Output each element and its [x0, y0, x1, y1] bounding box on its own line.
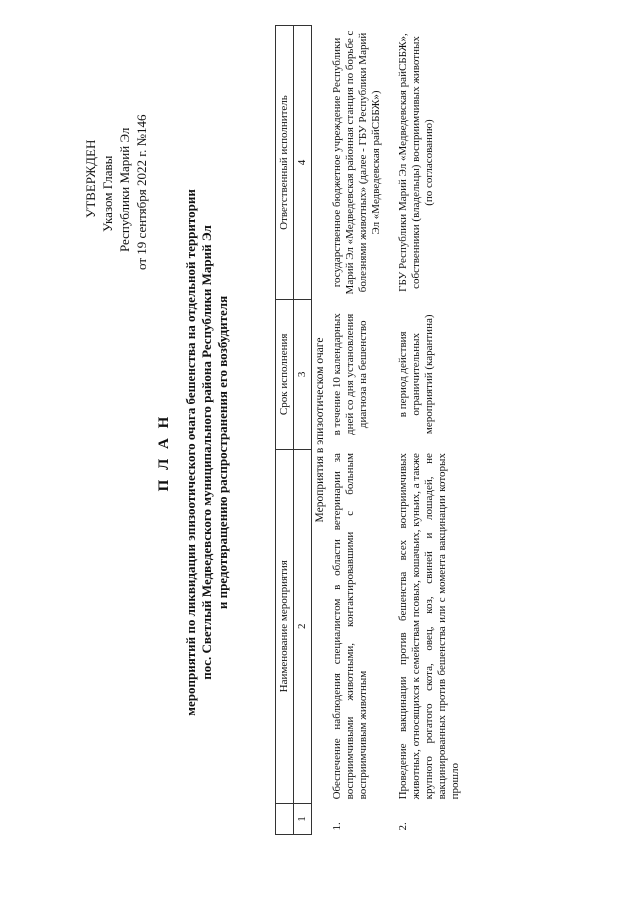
title-line-3: и предотвращению распространения его возбудителя: [215, 295, 230, 610]
header-number: [276, 803, 294, 834]
row-term: в течение 10 календарных дней со дня установления диагноза на бешенство: [331, 313, 369, 436]
document-title: [156, 0, 231, 905]
table-header-row: [276, 26, 294, 835]
title-line-1: мероприятий по ликвидации эпизоотического очага бешенства на отдельной территории: [183, 189, 198, 716]
table-row: [329, 26, 385, 835]
row-term: в период действия ограничительных мероприятий (карантина): [397, 314, 435, 435]
section-title: Мероприятия в эпизоотическом очаге: [314, 337, 326, 523]
table-section-row: [312, 26, 330, 835]
approval-line-decree: Указом Главы: [100, 155, 115, 232]
header-responsible: Ответственный исполнитель: [276, 26, 294, 300]
column-number-2: 2: [294, 449, 312, 803]
row-number: 1.: [331, 822, 343, 831]
row-responsible: ГБУ Республики Марий Эл «Медведевская райСББЖ», собственники (владельцы) восприимчивых животных (по согласованию): [397, 33, 435, 292]
column-number-3: 3: [294, 300, 312, 450]
column-number-4: 4: [294, 26, 312, 300]
table-row: [385, 26, 464, 835]
column-number-1: 1: [294, 803, 312, 834]
row-number: 2.: [397, 822, 409, 831]
header-action: Наименование мероприятия: [276, 449, 294, 803]
approval-line-approved: УТВЕРЖДЕН: [83, 139, 98, 218]
table-column-numbers-row: [294, 26, 312, 835]
approval-stamp: [82, 30, 150, 270]
row-responsible: государственное бюджетное учреждение Республики Марий Эл «Медведевская районная станция по борьбе с болезнями животных» (далее - ГБУ Республики Марий Эл «Медведевская райСББЖ»): [331, 30, 382, 295]
approval-line-republic: Республики Марий Эл: [117, 127, 132, 252]
row-action: Проведение вакцинации против бешенства всех восприимчивых животных, относящихся к семействам псовых, кошачьих, куньих, а также крупного рогатого скота, овец, коз, свиней и лошадей, не вакцинированных против бешенства или с момента вакцинации которых прошло: [397, 453, 461, 800]
header-term: Срок исполнения: [276, 300, 294, 450]
title-heading: П Л А Н: [156, 413, 172, 492]
approval-line-date: от 19 сентября 2022 г. №146: [134, 114, 149, 270]
title-line-2: пос. Светлый Медведевского муниципального района Республики Марий Эл: [199, 225, 214, 680]
row-action: Обеспечение наблюдения специалистом в области ветеринарии за восприимчивыми животными, контактировавшими с больным восприимчивым животным: [331, 453, 369, 800]
plan-table: [275, 25, 464, 835]
